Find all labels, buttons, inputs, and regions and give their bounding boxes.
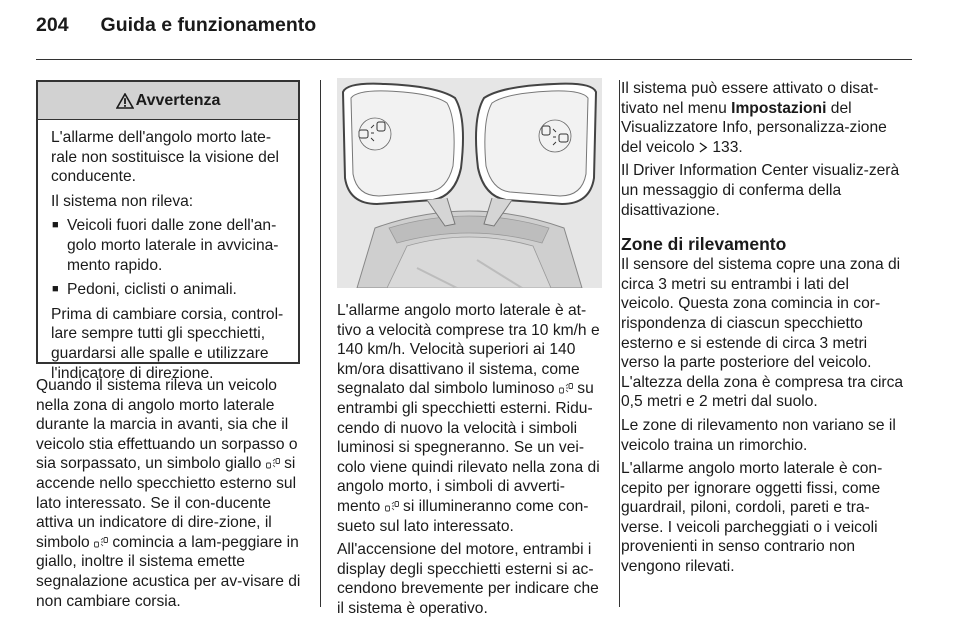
warning-triangle-icon [116,93,134,109]
page-reference[interactable]: 133. [712,138,743,156]
mirror-illustration [337,78,602,288]
warning-text: Prima di cambiare corsia, control-lare sempre tutti gli specchietti, guardarsi alle spalle e utilizzare l'indicatore di direzione. [51,305,284,382]
body-paragraph: Il Driver Information Center visualiz-zerà un messaggio di conferma della disattivazione. [621,162,900,219]
body-paragraph: Il sistema può essere attivato o disat-tivato nel menu Impostazioni del Visualizzatore Info, personalizza-zione del veicolo 133. [621,80,887,156]
body-paragraph: L'allarme angolo morto laterale è con-cepito per ignorare oggetti fissi, come guardrail, piloni, cordoli, pareti e tra-verse. I veicoli parcheggiati o i veicoli provenienti in senso contrario non vengono rilevati. [621,460,883,576]
menu-name: Impostazioni [731,99,827,117]
warning-box [36,80,300,382]
section-heading: Zone di rilevamento [621,234,787,255]
body-paragraph: Il sensore del sistema copre una zona di circa 3 metri su entrambi i lati del veicolo. Questa zona comincia in cor-rispondenza di ciascun specchietto esterno e si estende di circa 3 metri verso la parte posteriore del veicolo. L'altezza della zona è compresa tra circa 0,5 metri e 2 metri dal suolo. [621,256,904,411]
side-blind-spot-icon [94,537,108,548]
page-header [36,14,316,37]
warning-text: L'allarme dell'angolo morto late-rale non sostituisce la visione del conducente. [51,129,279,186]
warning-heading: Avvertenza [38,82,298,120]
body-paragraph: Quando il sistema rileva un veicolo nella zona di angolo morto laterale durante la marcia in avanti, sia che il veicolo stia effettuando un sorpasso o sia sorpassato, un simbolo giallo si accende nello specchietto esterno sul lato interessato. Se il con-ducente attiva un indicatore di dire-zione, il simbolo comincia a lam-peggiare in giallo, inoltre il sistema emette segnalazione acustica per av-visare di non cambiare corsia. [36,377,301,610]
column-3-text [621,79,906,581]
column-divider [320,80,321,607]
warning-bullet: ■ Pedoni, ciclisti o animali. [51,280,288,300]
column-divider [619,80,620,607]
body-paragraph: L'allarme angolo morto laterale è at-tivo a velocità comprese tra 10 km/h e 140 km/h. Velocità superiori ai 140 km/ora disattivano il sistema, come segnalato dal simbolo luminoso su entrambi gli specchietti esterni. Ridu-cendo di nuovo la velocità i simboli luminosi si spegneranno. Se un vei-colo viene quindi rilevato nella zona di angolo morto, i simboli di avverti-mento si illumineranno come con-sueto sul lato interessato. [337,302,600,535]
body-paragraph: All'accensione del motore, entrambi i display degli specchietti esterni si ac-cendono brevemente per indicare che il sistema è operativo. [337,541,599,617]
page-number: 204 [36,14,69,36]
column-2-text [337,301,603,623]
side-blind-spot-icon [266,458,280,469]
side-blind-spot-icon [385,501,399,512]
side-blind-spot-icon [559,383,573,394]
page-title: Guida e funzionamento [100,14,317,36]
page-reference-icon [699,142,708,153]
column-1-text [36,376,302,615]
header-rule [36,59,912,60]
body-paragraph: Le zone di rilevamento non variano se il veicolo traina un rimorchio. [621,416,896,454]
warning-text: Il sistema non rileva: [51,192,194,210]
warning-bullet: ■ Veicoli fuori dalle zone dell'an-golo morto laterale in avvicina-mento rapido. [51,216,288,275]
